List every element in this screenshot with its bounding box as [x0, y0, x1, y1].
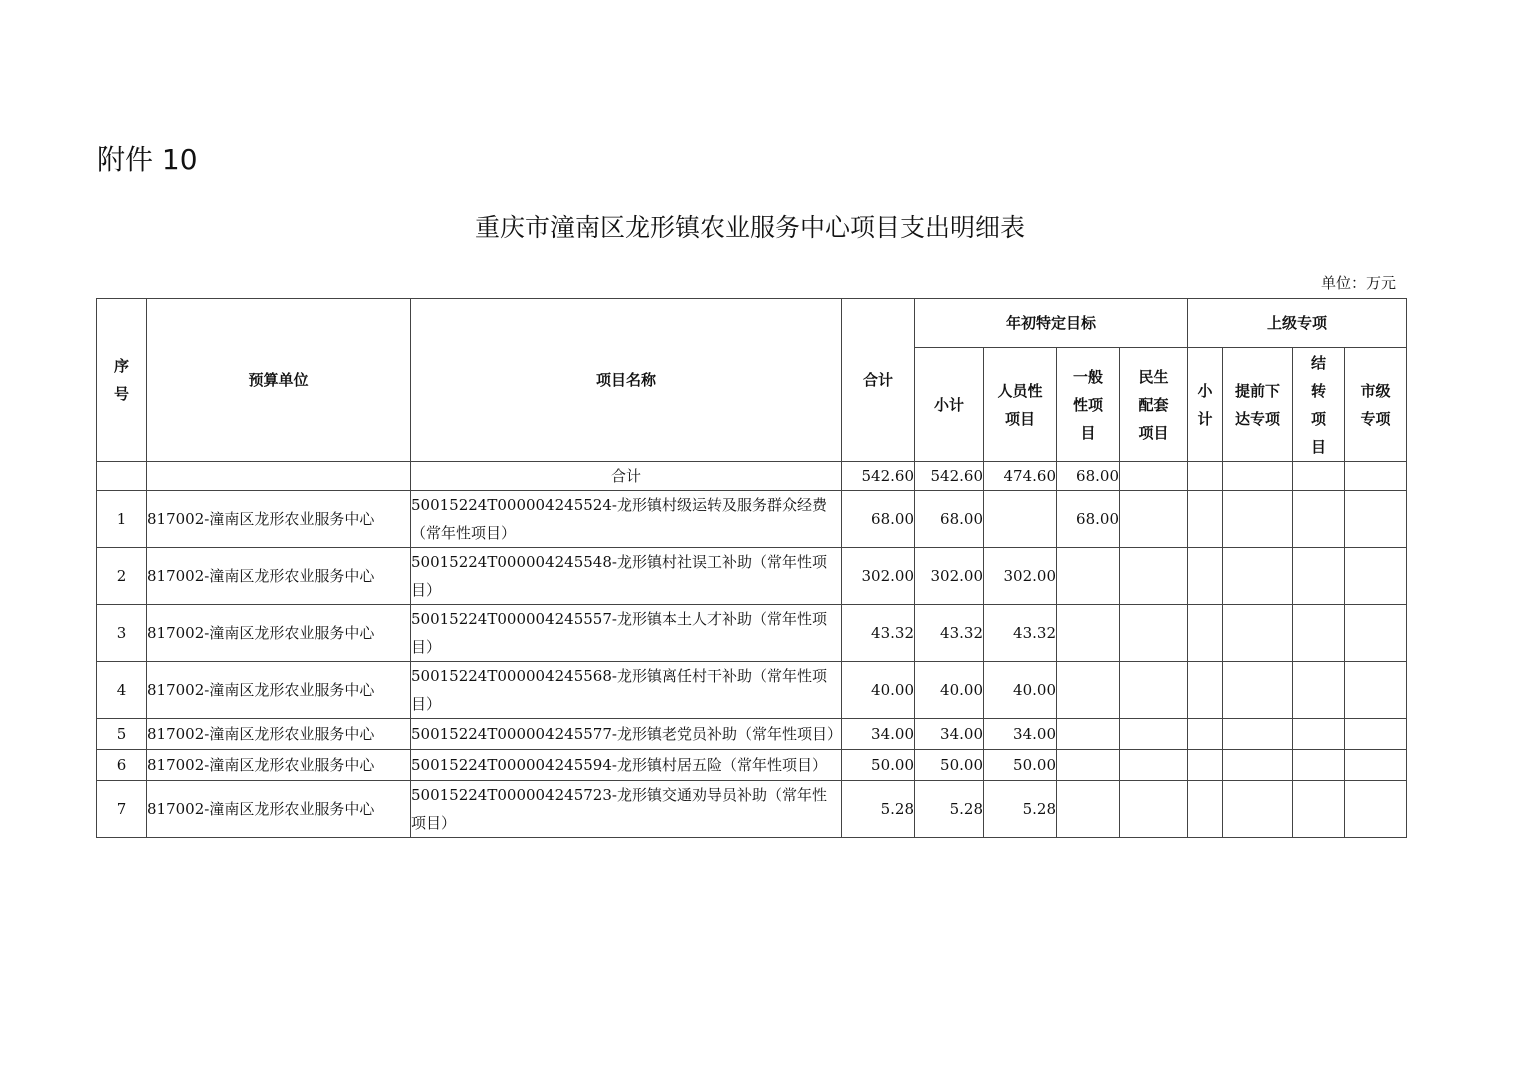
- row-general: [1057, 548, 1120, 605]
- row-general: [1057, 719, 1120, 750]
- row-personnel: 43.32: [984, 605, 1057, 662]
- row-seq: 1: [97, 491, 147, 548]
- cell-empty: [1293, 548, 1345, 605]
- header-carryover: 结转项目: [1293, 348, 1345, 462]
- row-subtotal: 43.32: [915, 605, 984, 662]
- cell-empty: [1188, 719, 1223, 750]
- cell-empty: [1120, 548, 1188, 605]
- row-seq: 7: [97, 781, 147, 838]
- cell-empty: [1188, 605, 1223, 662]
- row-project: 50015224T000004245594-龙形镇村居五险（常年性项目）: [411, 750, 842, 781]
- total-label: 合计: [411, 462, 842, 491]
- row-seq: 3: [97, 605, 147, 662]
- row-personnel: 40.00: [984, 662, 1057, 719]
- page-title: 重庆市潼南区龙形镇农业服务中心项目支出明细表: [474, 213, 1025, 242]
- header-annual-group: 年初特定目标: [915, 299, 1188, 348]
- header-general: 一般性项目: [1057, 348, 1120, 462]
- total-total: 542.60: [842, 462, 915, 491]
- header-project: 项目名称: [411, 299, 842, 462]
- header-superior-subtotal: 小计: [1188, 348, 1223, 462]
- row-subtotal: 40.00: [915, 662, 984, 719]
- row-seq: 5: [97, 719, 147, 750]
- header-total: 合计: [842, 299, 915, 462]
- row-project: 50015224T000004245577-龙形镇老党员补助（常年性项目）: [411, 719, 842, 750]
- row-subtotal: 50.00: [915, 750, 984, 781]
- row-subtotal: 5.28: [915, 781, 984, 838]
- cell-empty: [1188, 662, 1223, 719]
- row-unit: 817002-潼南区龙形农业服务中心: [147, 662, 411, 719]
- row-total: 68.00: [842, 491, 915, 548]
- cell-empty: [1120, 719, 1188, 750]
- row-general: [1057, 662, 1120, 719]
- row-project: 50015224T000004245548-龙形镇村社误工补助（常年性项目）: [411, 548, 842, 605]
- row-total: 50.00: [842, 750, 915, 781]
- row-total: 5.28: [842, 781, 915, 838]
- row-personnel: 302.00: [984, 548, 1057, 605]
- cell-empty: [1223, 491, 1293, 548]
- table-row: [97, 605, 1407, 662]
- row-unit: 817002-潼南区龙形农业服务中心: [147, 491, 411, 548]
- row-seq: 4: [97, 662, 147, 719]
- cell-empty: [1345, 491, 1407, 548]
- row-personnel: 34.00: [984, 719, 1057, 750]
- header-annual-subtotal: 小计: [915, 348, 984, 462]
- cell-empty: [147, 462, 411, 491]
- total-general: 68.00: [1057, 462, 1120, 491]
- cell-empty: [1293, 491, 1345, 548]
- cell-empty: [1345, 750, 1407, 781]
- cell-empty: [1120, 750, 1188, 781]
- row-subtotal: 34.00: [915, 719, 984, 750]
- row-personnel: 50.00: [984, 750, 1057, 781]
- table-row: [97, 750, 1407, 781]
- row-unit: 817002-潼南区龙形农业服务中心: [147, 781, 411, 838]
- row-personnel: 5.28: [984, 781, 1057, 838]
- header-city: 市级专项: [1345, 348, 1407, 462]
- row-total: 34.00: [842, 719, 915, 750]
- cell-empty: [1293, 750, 1345, 781]
- header-unit: 预算单位: [147, 299, 411, 462]
- cell-empty: [1223, 605, 1293, 662]
- cell-empty: [1223, 750, 1293, 781]
- row-subtotal: 68.00: [915, 491, 984, 548]
- row-general: [1057, 750, 1120, 781]
- row-personnel: [984, 491, 1057, 548]
- cell-empty: [1188, 781, 1223, 838]
- cell-empty: [1293, 662, 1345, 719]
- table-row: [97, 548, 1407, 605]
- row-project: 50015224T000004245557-龙形镇本土人才补助（常年性项目）: [411, 605, 842, 662]
- unit-label: 单位：万元: [1320, 274, 1396, 292]
- header-seq: 序号: [97, 299, 147, 462]
- cell-empty: [1345, 605, 1407, 662]
- cell-empty: [1223, 462, 1293, 491]
- cell-empty: [1188, 548, 1223, 605]
- row-general: [1057, 605, 1120, 662]
- header-advance: 提前下达专项: [1223, 348, 1293, 462]
- cell-empty: [1188, 462, 1223, 491]
- row-total: 302.00: [842, 548, 915, 605]
- cell-empty: [1120, 462, 1188, 491]
- cell-empty: [1345, 662, 1407, 719]
- row-total: 40.00: [842, 662, 915, 719]
- total-subtotal: 542.60: [915, 462, 984, 491]
- row-total: 43.32: [842, 605, 915, 662]
- row-project: 50015224T000004245524-龙形镇村级运转及服务群众经费（常年性项目）: [411, 491, 842, 548]
- cell-empty: [1223, 548, 1293, 605]
- total-personnel: 474.60: [984, 462, 1057, 491]
- cell-empty: [97, 462, 147, 491]
- row-unit: 817002-潼南区龙形农业服务中心: [147, 605, 411, 662]
- expenditure-table: [96, 298, 1407, 838]
- cell-empty: [1345, 719, 1407, 750]
- row-subtotal: 302.00: [915, 548, 984, 605]
- header-personnel: 人员性项目: [984, 348, 1057, 462]
- header-superior-group: 上级专项: [1188, 299, 1407, 348]
- row-general: 68.00: [1057, 491, 1120, 548]
- cell-empty: [1293, 462, 1345, 491]
- row-unit: 817002-潼南区龙形农业服务中心: [147, 548, 411, 605]
- cell-empty: [1293, 605, 1345, 662]
- attachment-label: 附件 10: [97, 143, 198, 176]
- cell-empty: [1345, 781, 1407, 838]
- row-project: 50015224T000004245568-龙形镇离任村干补助（常年性项目）: [411, 662, 842, 719]
- cell-empty: [1120, 781, 1188, 838]
- cell-empty: [1223, 662, 1293, 719]
- cell-empty: [1223, 781, 1293, 838]
- row-unit: 817002-潼南区龙形农业服务中心: [147, 750, 411, 781]
- row-project: 50015224T000004245723-龙形镇交通劝导员补助（常年性项目）: [411, 781, 842, 838]
- table-row: [97, 491, 1407, 548]
- cell-empty: [1188, 750, 1223, 781]
- cell-empty: [1223, 719, 1293, 750]
- cell-empty: [1345, 548, 1407, 605]
- cell-empty: [1120, 662, 1188, 719]
- cell-empty: [1293, 719, 1345, 750]
- header-livelihood: 民生配套项目: [1120, 348, 1188, 462]
- table-row: [97, 662, 1407, 719]
- table-row: [97, 781, 1407, 838]
- cell-empty: [1120, 605, 1188, 662]
- row-general: [1057, 781, 1120, 838]
- cell-empty: [1345, 462, 1407, 491]
- cell-empty: [1188, 491, 1223, 548]
- cell-empty: [1120, 491, 1188, 548]
- row-seq: 2: [97, 548, 147, 605]
- row-seq: 6: [97, 750, 147, 781]
- table-row: [97, 719, 1407, 750]
- row-unit: 817002-潼南区龙形农业服务中心: [147, 719, 411, 750]
- total-row: [97, 462, 1407, 491]
- cell-empty: [1293, 781, 1345, 838]
